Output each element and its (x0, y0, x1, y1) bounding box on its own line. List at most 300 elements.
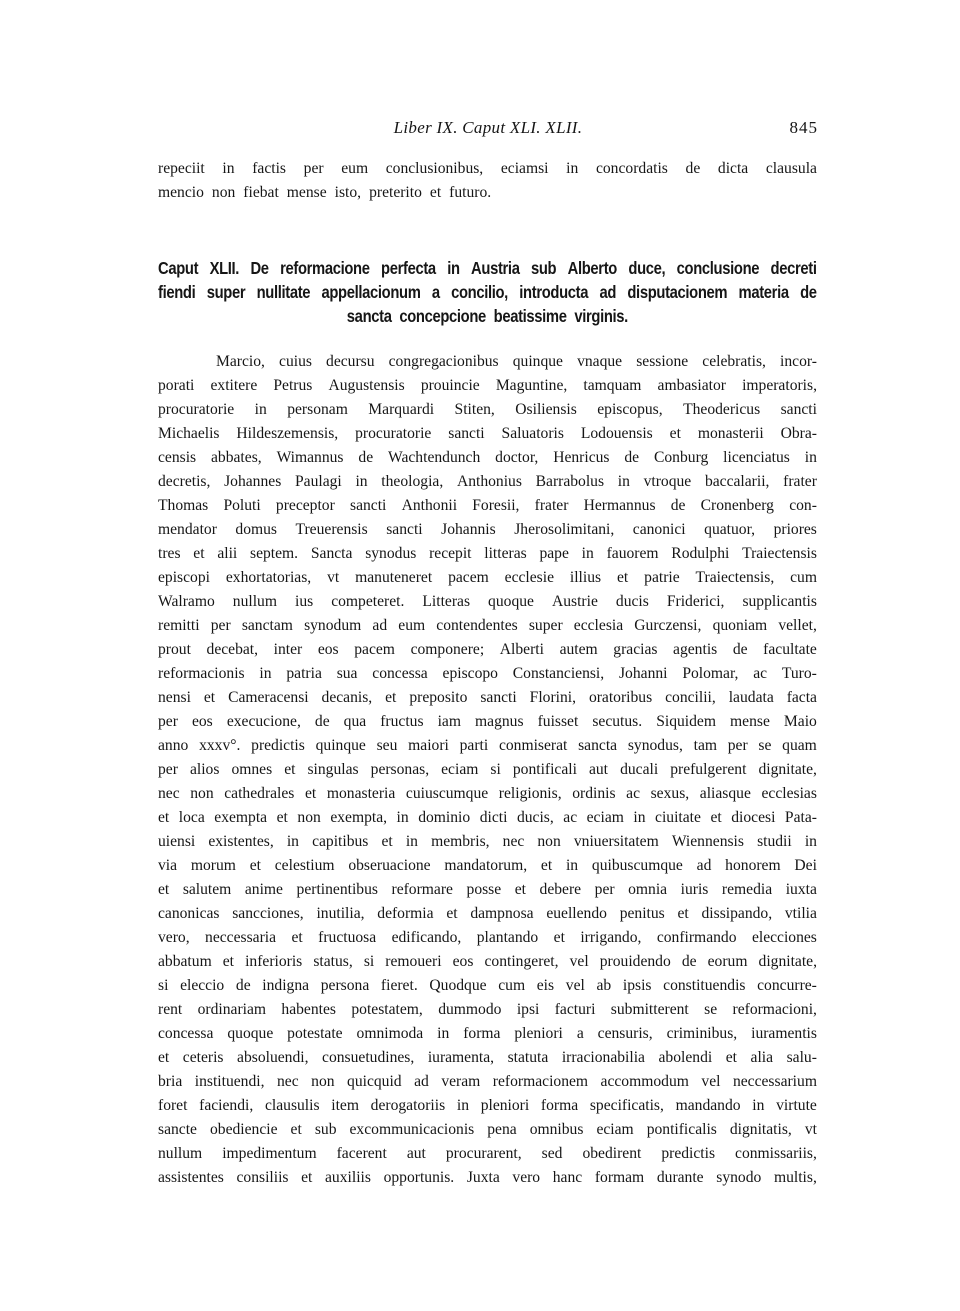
word: remedia (721, 881, 773, 898)
word: Augustensis (328, 377, 405, 394)
word: fieret. (380, 977, 418, 994)
text-line (158, 1142, 817, 1166)
word: in (617, 473, 630, 490)
text-line (158, 830, 817, 854)
word: pape (539, 545, 569, 562)
word: sub (314, 1121, 337, 1138)
word: sancti (386, 521, 423, 538)
word: honorem (725, 857, 781, 874)
word: Hildeszemensis, (236, 425, 339, 442)
word: sancta (578, 737, 618, 754)
word: in (581, 545, 594, 562)
word: Marcio, (216, 353, 265, 370)
word: Johanni (618, 665, 668, 682)
word: Rodulphi (671, 545, 730, 562)
word: item (331, 1097, 359, 1114)
word: vero, (158, 929, 190, 946)
word: omnia (628, 881, 668, 898)
word: concordatis (595, 160, 668, 177)
word: penitus (619, 905, 665, 922)
word: monasteria (326, 785, 396, 802)
word: uiensi (158, 833, 196, 850)
text-line (158, 782, 817, 806)
word: capitibus (312, 833, 369, 850)
word: salutem (182, 881, 232, 898)
word: XLII. (209, 258, 240, 278)
word: Saluatoris (501, 425, 564, 442)
word: dicti (479, 809, 508, 826)
word: multis, (773, 1169, 817, 1186)
word: mencio (158, 184, 204, 201)
word: predictis (251, 737, 305, 754)
word: Gurczensi, (634, 617, 702, 634)
word: et (301, 1169, 313, 1186)
word: nensi (158, 689, 191, 706)
word: facultate (763, 641, 817, 658)
word: non (537, 833, 561, 850)
word: si (490, 761, 501, 778)
chapter-heading (158, 256, 817, 328)
word: patrie (644, 569, 680, 586)
word: de (681, 953, 697, 970)
word: eorum (707, 953, 748, 970)
word: consuetudines, (322, 1049, 415, 1066)
word: cum (790, 569, 817, 586)
text-line (158, 902, 817, 926)
word: in (405, 833, 418, 850)
word: pleniori (514, 1025, 563, 1042)
word: mendator (158, 521, 217, 538)
word: sancti (780, 401, 817, 418)
word: et (193, 545, 205, 562)
text-line (158, 566, 817, 590)
word: et (669, 425, 681, 442)
word: de (685, 160, 701, 177)
word: Stiten, (454, 401, 495, 418)
word: vellet, (778, 617, 817, 634)
word: per (158, 713, 178, 730)
word: Traiectensis, (695, 569, 775, 586)
word: rent (158, 1001, 183, 1018)
word: facerent (336, 1145, 387, 1162)
word: in (396, 809, 409, 826)
word: pleniori (480, 1097, 530, 1114)
word: criminibus, (666, 1025, 738, 1042)
word: Juxta (466, 1169, 500, 1186)
word: factis (252, 160, 286, 177)
word: mense (730, 713, 770, 730)
word: parti (459, 737, 489, 754)
word: perfecta (381, 258, 436, 278)
word: per (303, 160, 324, 177)
word: dicta (717, 160, 749, 177)
word: anime (244, 881, 283, 898)
continuation-paragraph (158, 157, 817, 205)
word: dignitatis, (729, 1121, 792, 1138)
text-line (158, 181, 817, 205)
word: dissipando, (701, 905, 773, 922)
word: concessa (158, 1025, 214, 1042)
word: ipsi (516, 1001, 540, 1018)
word: et (291, 929, 303, 946)
text-line (158, 878, 817, 902)
word: ad (599, 282, 617, 302)
word: litteras (484, 545, 527, 562)
text-line (158, 662, 817, 686)
word: vnaque (577, 353, 623, 370)
word: Foresii, (472, 497, 520, 514)
word: et (305, 785, 317, 802)
word: et (677, 905, 689, 922)
word: celebratis, (702, 353, 766, 370)
word: sancti (480, 689, 517, 706)
word: preterito (369, 184, 422, 201)
word: Austrie (551, 593, 598, 610)
word: plantando (476, 929, 539, 946)
word: persona (320, 977, 370, 994)
word: ducis (615, 593, 649, 610)
word: prouincie (420, 377, 480, 394)
word: fiendi (158, 282, 196, 302)
word: hanc (552, 1169, 583, 1186)
page-number: 845 (789, 118, 818, 137)
text-line (158, 1094, 817, 1118)
word: a (431, 282, 440, 302)
word: Alberti (499, 641, 544, 658)
word: sub (530, 258, 557, 278)
word: ecclesias (761, 785, 817, 802)
word: de (235, 977, 251, 994)
word: Quodque (429, 977, 487, 994)
word: monasterii (697, 425, 764, 442)
word: oratoribus (588, 689, 653, 706)
word: se (704, 1001, 718, 1018)
word: de (358, 449, 374, 466)
word: eos (317, 641, 339, 658)
word: dampnosa (470, 905, 534, 922)
word: accommodum (600, 1073, 689, 1090)
word: in (355, 473, 368, 490)
word: eciam (586, 809, 624, 826)
word: religionis, (498, 785, 562, 802)
word: confirmando (656, 929, 737, 946)
word: in (222, 160, 235, 177)
word: dummodo (438, 1001, 502, 1018)
word: excommunicacionis (349, 1121, 475, 1138)
word: iuramentis (751, 1025, 817, 1042)
word: morum (190, 857, 236, 874)
word: maiori (408, 737, 449, 754)
word: non (211, 184, 236, 201)
word: statuta (507, 1049, 549, 1066)
word: in (254, 401, 267, 418)
word: reformacione (280, 258, 370, 278)
word: Cameracensi (228, 689, 309, 706)
word: cum (498, 977, 526, 994)
word: Walramo (158, 593, 215, 610)
word: vel (569, 953, 589, 970)
word: synodus, (627, 737, 683, 754)
text-line (158, 686, 817, 710)
running-title: Liber IX. Caput XLI. XLII. (393, 118, 583, 137)
word: pontificalis (646, 1121, 717, 1138)
word: et (158, 881, 170, 898)
text-line (158, 998, 817, 1022)
word: neccessarium (732, 1073, 817, 1090)
word: procuratorie (158, 401, 235, 418)
word: Henricus (553, 449, 610, 466)
word: episcopus, (597, 401, 663, 418)
word: episcopi (158, 569, 210, 586)
text-line (158, 470, 817, 494)
word: se (758, 737, 772, 754)
word: abbatum (158, 953, 212, 970)
word: materia (738, 282, 789, 302)
word: canonicas (158, 905, 220, 922)
word: doctor, (495, 449, 539, 466)
word: componere; (410, 641, 485, 658)
word: euellendo (546, 905, 607, 922)
word: inferioris (245, 953, 303, 970)
word: in (286, 833, 299, 850)
word: Lodouensis (580, 425, 653, 442)
text-line (158, 590, 817, 614)
word: ad (414, 1073, 429, 1090)
word: magnus (475, 713, 524, 730)
word: assistentes (158, 1169, 224, 1186)
word: vtilia (784, 905, 817, 922)
word: fiebat (243, 184, 279, 201)
word: singulas (307, 761, 359, 778)
word: et (710, 809, 722, 826)
word: et (249, 857, 261, 874)
word: opportunis. (383, 1169, 455, 1186)
word: et (222, 953, 235, 970)
heading-line (158, 256, 817, 280)
word: ad (696, 857, 712, 874)
word: con- (789, 497, 817, 514)
word: ordinariam (197, 1001, 267, 1018)
word: clausulis (264, 1097, 320, 1114)
word: Barrabolus (535, 473, 605, 490)
word: manuteneret (355, 569, 433, 586)
word: preposito (409, 689, 468, 706)
word: sua (336, 665, 358, 682)
text-line (158, 806, 817, 830)
word: aut (588, 761, 609, 778)
word: reformare (391, 881, 453, 898)
word: et (284, 761, 296, 778)
word: dignitate, (758, 761, 817, 778)
word: sessione (636, 353, 689, 370)
running-head (158, 118, 818, 142)
word: concurre- (757, 977, 817, 994)
word: vt (804, 1121, 817, 1138)
word: Constanciensi, (512, 665, 605, 682)
word: cuius (279, 353, 312, 370)
word: anno (158, 737, 189, 754)
text-line (158, 734, 817, 758)
word: procurarent, (445, 1145, 522, 1162)
word: imperatoris, (742, 377, 817, 394)
word: super (528, 617, 563, 634)
word: per (210, 617, 231, 634)
word: priores (773, 521, 817, 538)
word: per (594, 881, 615, 898)
word: frater (783, 473, 817, 490)
word: disputacionem (627, 282, 728, 302)
text-line (158, 974, 817, 998)
word: et (553, 929, 565, 946)
word: Traiectensis (742, 545, 817, 562)
text-line (158, 1166, 817, 1190)
word: et (381, 833, 393, 850)
word: diocesi (731, 809, 776, 826)
word: synodo (716, 1169, 762, 1186)
word: mandando (675, 1097, 741, 1114)
word: eciam (441, 761, 479, 778)
word: forma (540, 1097, 579, 1114)
word: submitterent (610, 1001, 689, 1018)
word: debere (539, 881, 582, 898)
word: reformacionem (492, 1073, 589, 1090)
word: de (624, 449, 640, 466)
word: Anthonii (401, 497, 458, 514)
word: ipsis (622, 977, 652, 994)
word: nullum (232, 593, 277, 610)
word: virginis. (574, 306, 628, 326)
word: formam (594, 1169, 645, 1186)
word: reformacioni, (732, 1001, 817, 1018)
word: ambasiator (657, 377, 726, 394)
word: in (804, 449, 817, 466)
word: Friderici, (666, 593, 725, 610)
word: censuris, (597, 1025, 653, 1042)
word: extitere (210, 377, 258, 394)
word: elecciones (751, 929, 817, 946)
word: Michaelis (158, 425, 220, 442)
word: Wimannus (276, 449, 344, 466)
word: futuro. (449, 184, 492, 201)
word: Dei (794, 857, 817, 874)
word: eum (341, 160, 369, 177)
word: theologia, (381, 473, 444, 490)
word: eciamsi (500, 160, 549, 177)
word: Thomas (158, 497, 209, 514)
word: salu- (786, 1049, 817, 1066)
word: de (800, 282, 817, 302)
text-line (158, 350, 817, 374)
word: beatissime (493, 306, 567, 326)
word: via (158, 857, 178, 874)
word: facturi (554, 1001, 596, 1018)
word: quicquid (347, 1073, 402, 1090)
word: ac (626, 785, 640, 802)
word: ducis, (516, 809, 554, 826)
word: irracionabilia (561, 1049, 645, 1066)
word: episcopo (442, 665, 498, 682)
word: dominio (418, 809, 471, 826)
word: vel (565, 977, 585, 994)
word: et (540, 857, 553, 874)
word: personas, (370, 761, 430, 778)
word: licenciatus (723, 449, 790, 466)
word: eciam (596, 1121, 634, 1138)
word: quoque (227, 1025, 274, 1042)
word: Wiennensis (671, 833, 744, 850)
word: gracias (613, 641, 658, 658)
word: autem (559, 641, 598, 658)
word: duce, (628, 258, 666, 278)
word: conclusionibus, (385, 160, 484, 177)
word: de (732, 641, 748, 658)
word: agentis (673, 641, 718, 658)
word: Marquardi (368, 401, 435, 418)
word: tres (158, 545, 181, 562)
word: et (290, 1121, 302, 1138)
word: pacem (354, 641, 395, 658)
word: et (446, 905, 458, 922)
word: indigna (262, 977, 310, 994)
word: mandatorum, (444, 857, 528, 874)
word: irrigando, (580, 929, 642, 946)
text-line (158, 614, 817, 638)
word: repeciit (158, 160, 205, 177)
word: Poluti (223, 497, 261, 514)
word: decursu (326, 353, 375, 370)
word: veram (441, 1073, 481, 1090)
word: auxiliis (325, 1169, 371, 1186)
word: eis (536, 977, 555, 994)
text-line (158, 710, 817, 734)
word: congregacionibus (388, 353, 499, 370)
text-line (158, 542, 817, 566)
word: in (456, 1097, 469, 1114)
word: forma (463, 1025, 501, 1042)
word: durante (656, 1169, 704, 1186)
word: absoluendi, (237, 1049, 309, 1066)
word: in (259, 665, 272, 682)
word: fauorem (606, 545, 659, 562)
word: Hermannus (583, 497, 656, 514)
word: conmissariis, (735, 1145, 817, 1162)
word: iuris (680, 881, 709, 898)
text-line (158, 1046, 817, 1070)
word: tam (693, 737, 717, 754)
word: illius (569, 569, 602, 586)
word: alios (189, 761, 220, 778)
word: facta (786, 689, 817, 706)
word: nec (277, 1073, 299, 1090)
word: eum (398, 617, 426, 634)
word: posse (466, 881, 502, 898)
word: de (314, 713, 330, 730)
word: pacem (448, 569, 489, 586)
word: ducali (620, 761, 659, 778)
word: virtute (776, 1097, 817, 1114)
word: nullum (158, 1145, 203, 1162)
word: Siquidem (656, 713, 716, 730)
word: loca (178, 809, 205, 826)
text-line (158, 950, 817, 974)
word: non (190, 785, 214, 802)
word: a (576, 1025, 584, 1042)
word: exempta (214, 809, 268, 826)
word: quibuscumque (591, 857, 683, 874)
text-line (158, 398, 817, 422)
word: Polomar, (682, 665, 739, 682)
word: et (158, 1049, 170, 1066)
